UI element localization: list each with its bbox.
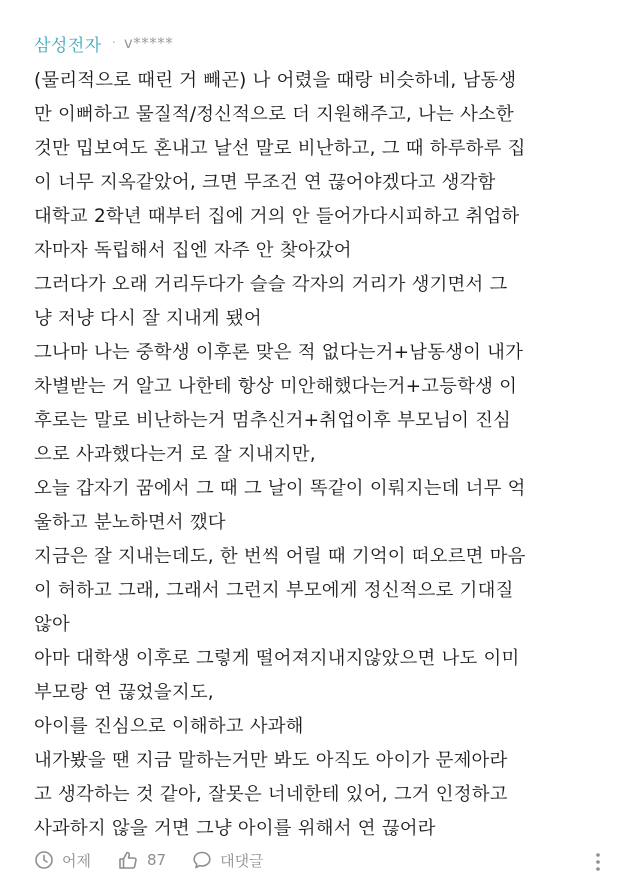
- comment-footer: [34, 846, 290, 874]
- comment-line: 자마자 독립해서 집엔 자주 안 찾아갔어: [34, 240, 352, 261]
- comment-line: 고 생각하는 것 같아, 잘못은 너네한테 있어, 그거 인정하고: [34, 784, 508, 805]
- comment-line: 이 허하고 그래, 그래서 그런지 부모에게 정신적으로 기대질: [34, 580, 514, 601]
- timestamp: [34, 850, 91, 871]
- separator-dot: ·: [111, 35, 116, 51]
- more-options-button[interactable]: [586, 850, 610, 874]
- clock-icon: [34, 850, 54, 870]
- comment-line: 으로 사과했다는거 로 잘 지내지만,: [34, 444, 316, 465]
- comment-line: 냥 저냥 다시 잘 지내게 됐어: [34, 308, 262, 329]
- reply-label: 대댓글: [220, 851, 264, 870]
- comment-line: 부모랑 연 끊었을지도,: [34, 682, 214, 703]
- comment-line: 그나마 나는 중학생 이후론 맞은 적 없다는거+남동생이 내가: [34, 342, 524, 363]
- comment-line: (물리적으로 때린 거 빼곤) 나 어렸을 때랑 비슷하네, 남동생: [34, 70, 517, 91]
- comment-line: 지금은 잘 지내는데도, 한 번씩 어릴 때 기억이 떠오르면 마음: [34, 546, 526, 567]
- like-count: 87: [146, 851, 167, 869]
- comment-body: [34, 64, 624, 846]
- thumbs-up-icon: [117, 849, 139, 871]
- comment-line: 이 너무 지옥같았어, 크면 무조건 연 끊어야겠다고 생각함: [34, 172, 496, 193]
- comment-line: 울하고 분노하면서 깼다: [34, 512, 226, 533]
- comment-line: 후로는 말로 비난하는거 멈추신거+취업이후 부모님이 진심: [34, 410, 512, 431]
- comment-line: 내가봤을 땐 지금 말하는거만 봐도 아직도 아이가 문제아라: [34, 750, 508, 771]
- comment-line: 대학교 2학년 때부터 집에 거의 안 들어가다시피하고 취업하: [34, 206, 520, 227]
- reply-button[interactable]: [192, 850, 263, 871]
- comment-line: 않아: [34, 614, 70, 635]
- comment-line: 만 이뻐하고 물질적/정신적으로 더 지원해주고, 나는 사소한: [34, 104, 514, 125]
- like-button[interactable]: [117, 849, 166, 871]
- timestamp-label: 어제: [62, 851, 91, 870]
- more-vertical-icon: [595, 852, 601, 872]
- speech-bubble-icon: [192, 850, 212, 870]
- comment-line: 아이를 진심으로 이해하고 사과해: [34, 716, 304, 737]
- comment-line: 차별받는 거 알고 나한테 항상 미안해했다는거+고등학생 이: [34, 376, 518, 397]
- company-name[interactable]: 삼성전자: [34, 35, 102, 56]
- comment-line: 사과하지 않을 거면 그냥 아이를 위해서 연 끊어라: [34, 818, 436, 839]
- comment-line: 것만 밉보여도 혼내고 날선 말로 비난하고, 그 때 하루하루 집: [34, 138, 526, 159]
- comment-line: 그러다가 오래 거리두다가 슬슬 각자의 거리가 생기면서 그: [34, 274, 508, 295]
- comment-header: [34, 30, 173, 56]
- comment-line: 오늘 갑자기 꿈에서 그 때 그 날이 똑같이 이뤄지는데 너무 억: [34, 478, 526, 499]
- comment-line: 아마 대학생 이후로 그렇게 떨어져지내지않았으면 나도 이미: [34, 648, 520, 669]
- author-id: v*****: [123, 34, 174, 52]
